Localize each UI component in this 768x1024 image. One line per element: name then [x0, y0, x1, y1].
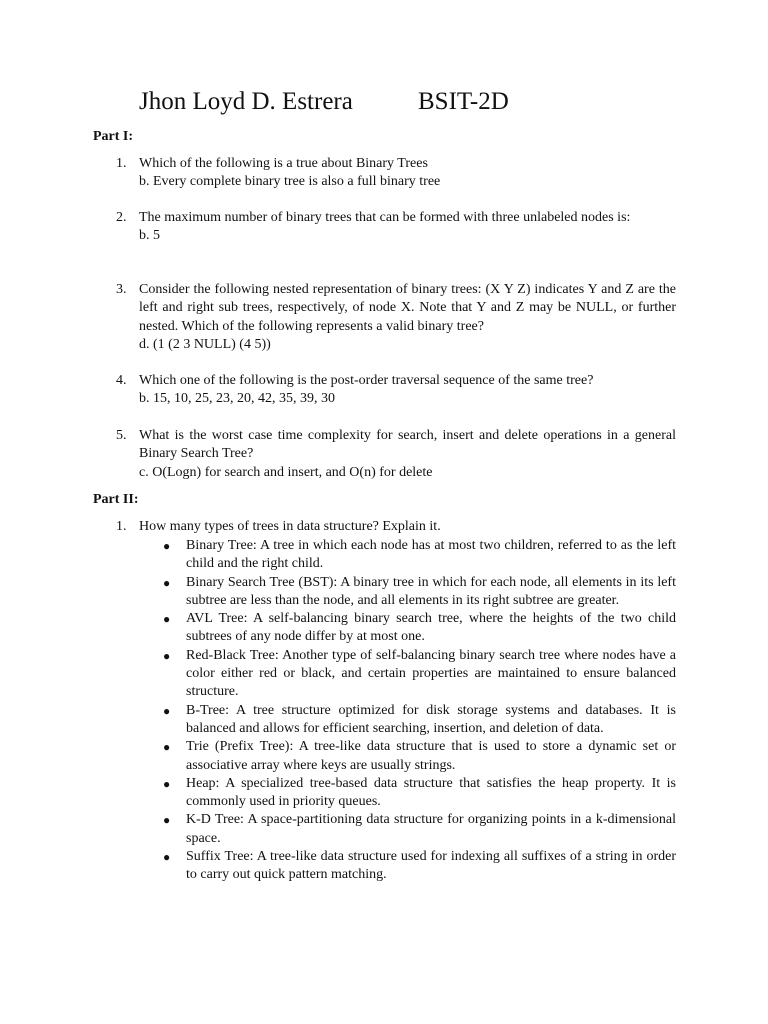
- part-one-question-2: [116, 209, 676, 246]
- bullet-icon: ●: [163, 612, 171, 627]
- list-item: [163, 574, 676, 611]
- question-number: 1.: [116, 156, 127, 171]
- course-section: BSIT-2D: [418, 88, 509, 115]
- question-answer: b. 15, 10, 25, 23, 20, 42, 35, 39, 30: [139, 391, 335, 407]
- list-item-text: B-Tree: A tree structure optimized for disk storage systems and databases. It is balanced and allows for efficient searching, insertion, and deletion of data.: [186, 702, 676, 736]
- question-answer: d. (1 (2 3 NULL) (4 5)): [139, 336, 271, 352]
- part-one-question-3: [116, 281, 676, 354]
- part-two-question-1: [116, 518, 676, 536]
- bullet-icon: ●: [163, 648, 171, 663]
- bullet-icon: ●: [163, 539, 171, 553]
- tree-types-list: [163, 537, 676, 885]
- bullet-icon: ●: [163, 850, 171, 865]
- part-one-question-1: [116, 155, 676, 192]
- question-text: How many types of trees in data structure? Explain it.: [139, 519, 441, 534]
- part-one-question-5: [116, 427, 676, 482]
- bullet-icon: ●: [163, 575, 171, 590]
- part-one-title: Part I:: [93, 129, 134, 144]
- document-header: [139, 86, 509, 118]
- list-item: [163, 610, 676, 647]
- list-item-text: Heap: A specialized tree-based data structure that satisfies the heap property. It is commonly used in priority queues.: [186, 775, 676, 810]
- list-item-text: K-D Tree: A space-partitioning data structure for organizing points in a k-dimensional space.: [186, 812, 676, 846]
- bullet-icon: ●: [163, 776, 171, 791]
- question-number: 4.: [116, 373, 127, 388]
- list-item: [163, 738, 676, 775]
- question-text: Which one of the following is the post-order traversal sequence of the same tree?: [139, 373, 594, 388]
- list-item: [163, 811, 676, 848]
- list-item: [163, 775, 676, 812]
- question-number: 3.: [116, 282, 127, 297]
- part-two-title: Part II:: [93, 492, 139, 507]
- question-number: 2.: [116, 210, 127, 225]
- question-answer: c. O(Logn) for search and insert, and O(n) for delete: [139, 464, 433, 480]
- list-item-text: Suffix Tree: A tree-like data structure used for indexing all suffixes of a string in order to carry out quick pattern matching.: [186, 849, 676, 883]
- list-item: [163, 848, 676, 885]
- student-name: Jhon Loyd D. Estrera: [139, 88, 353, 115]
- bullet-icon: ●: [163, 703, 171, 718]
- question-answer: b. Every complete binary tree is also a full binary tree: [139, 174, 441, 190]
- question-answer: b. 5: [139, 228, 160, 244]
- bullet-icon: ●: [163, 740, 171, 755]
- question-text: Which of the following is a true about Binary Trees: [139, 156, 428, 171]
- question-text: The maximum number of binary trees that can be formed with three unlabeled nodes is:: [139, 210, 631, 225]
- list-item: [163, 537, 676, 574]
- list-item-text: Binary Search Tree (BST): A binary tree in which for each node, all elements in its left subtree are less than the node, and all elements in its right subtree are greater.: [186, 574, 676, 608]
- question-number: 5.: [116, 428, 127, 443]
- list-item-text: AVL Tree: A self-balancing binary search tree, where the heights of the two child subtrees of any node differ by at most one.: [186, 611, 676, 645]
- question-text: What is the worst case time complexity for search, insert and delete operations in a general Binary Search Tree?: [139, 428, 676, 462]
- list-item-text: Red-Black Tree: Another type of self-balancing binary search tree where nodes have a color either red or black, and certain properties are maintained to ensure balanced structure.: [186, 647, 676, 700]
- list-item: [163, 647, 676, 702]
- bullet-icon: ●: [163, 813, 171, 828]
- part-one-question-4: [116, 372, 676, 409]
- question-number: 1.: [116, 519, 127, 534]
- list-item-text: Binary Tree: A tree in which each node has at most two children, referred to as the left child and the right child.: [186, 538, 676, 572]
- list-item-text: Trie (Prefix Tree): A tree-like data structure that is used to store a dynamic set or associative array where keys are usually strings.: [186, 739, 676, 773]
- question-text: Consider the following nested representation of binary trees: (X Y Z) indicates Y and Z are the left and right sub trees, respectively, of node X. Note that Y and Z may be NULL, or further nested. Which of the following represents a valid binary tree?: [139, 282, 676, 334]
- list-item: [163, 702, 676, 739]
